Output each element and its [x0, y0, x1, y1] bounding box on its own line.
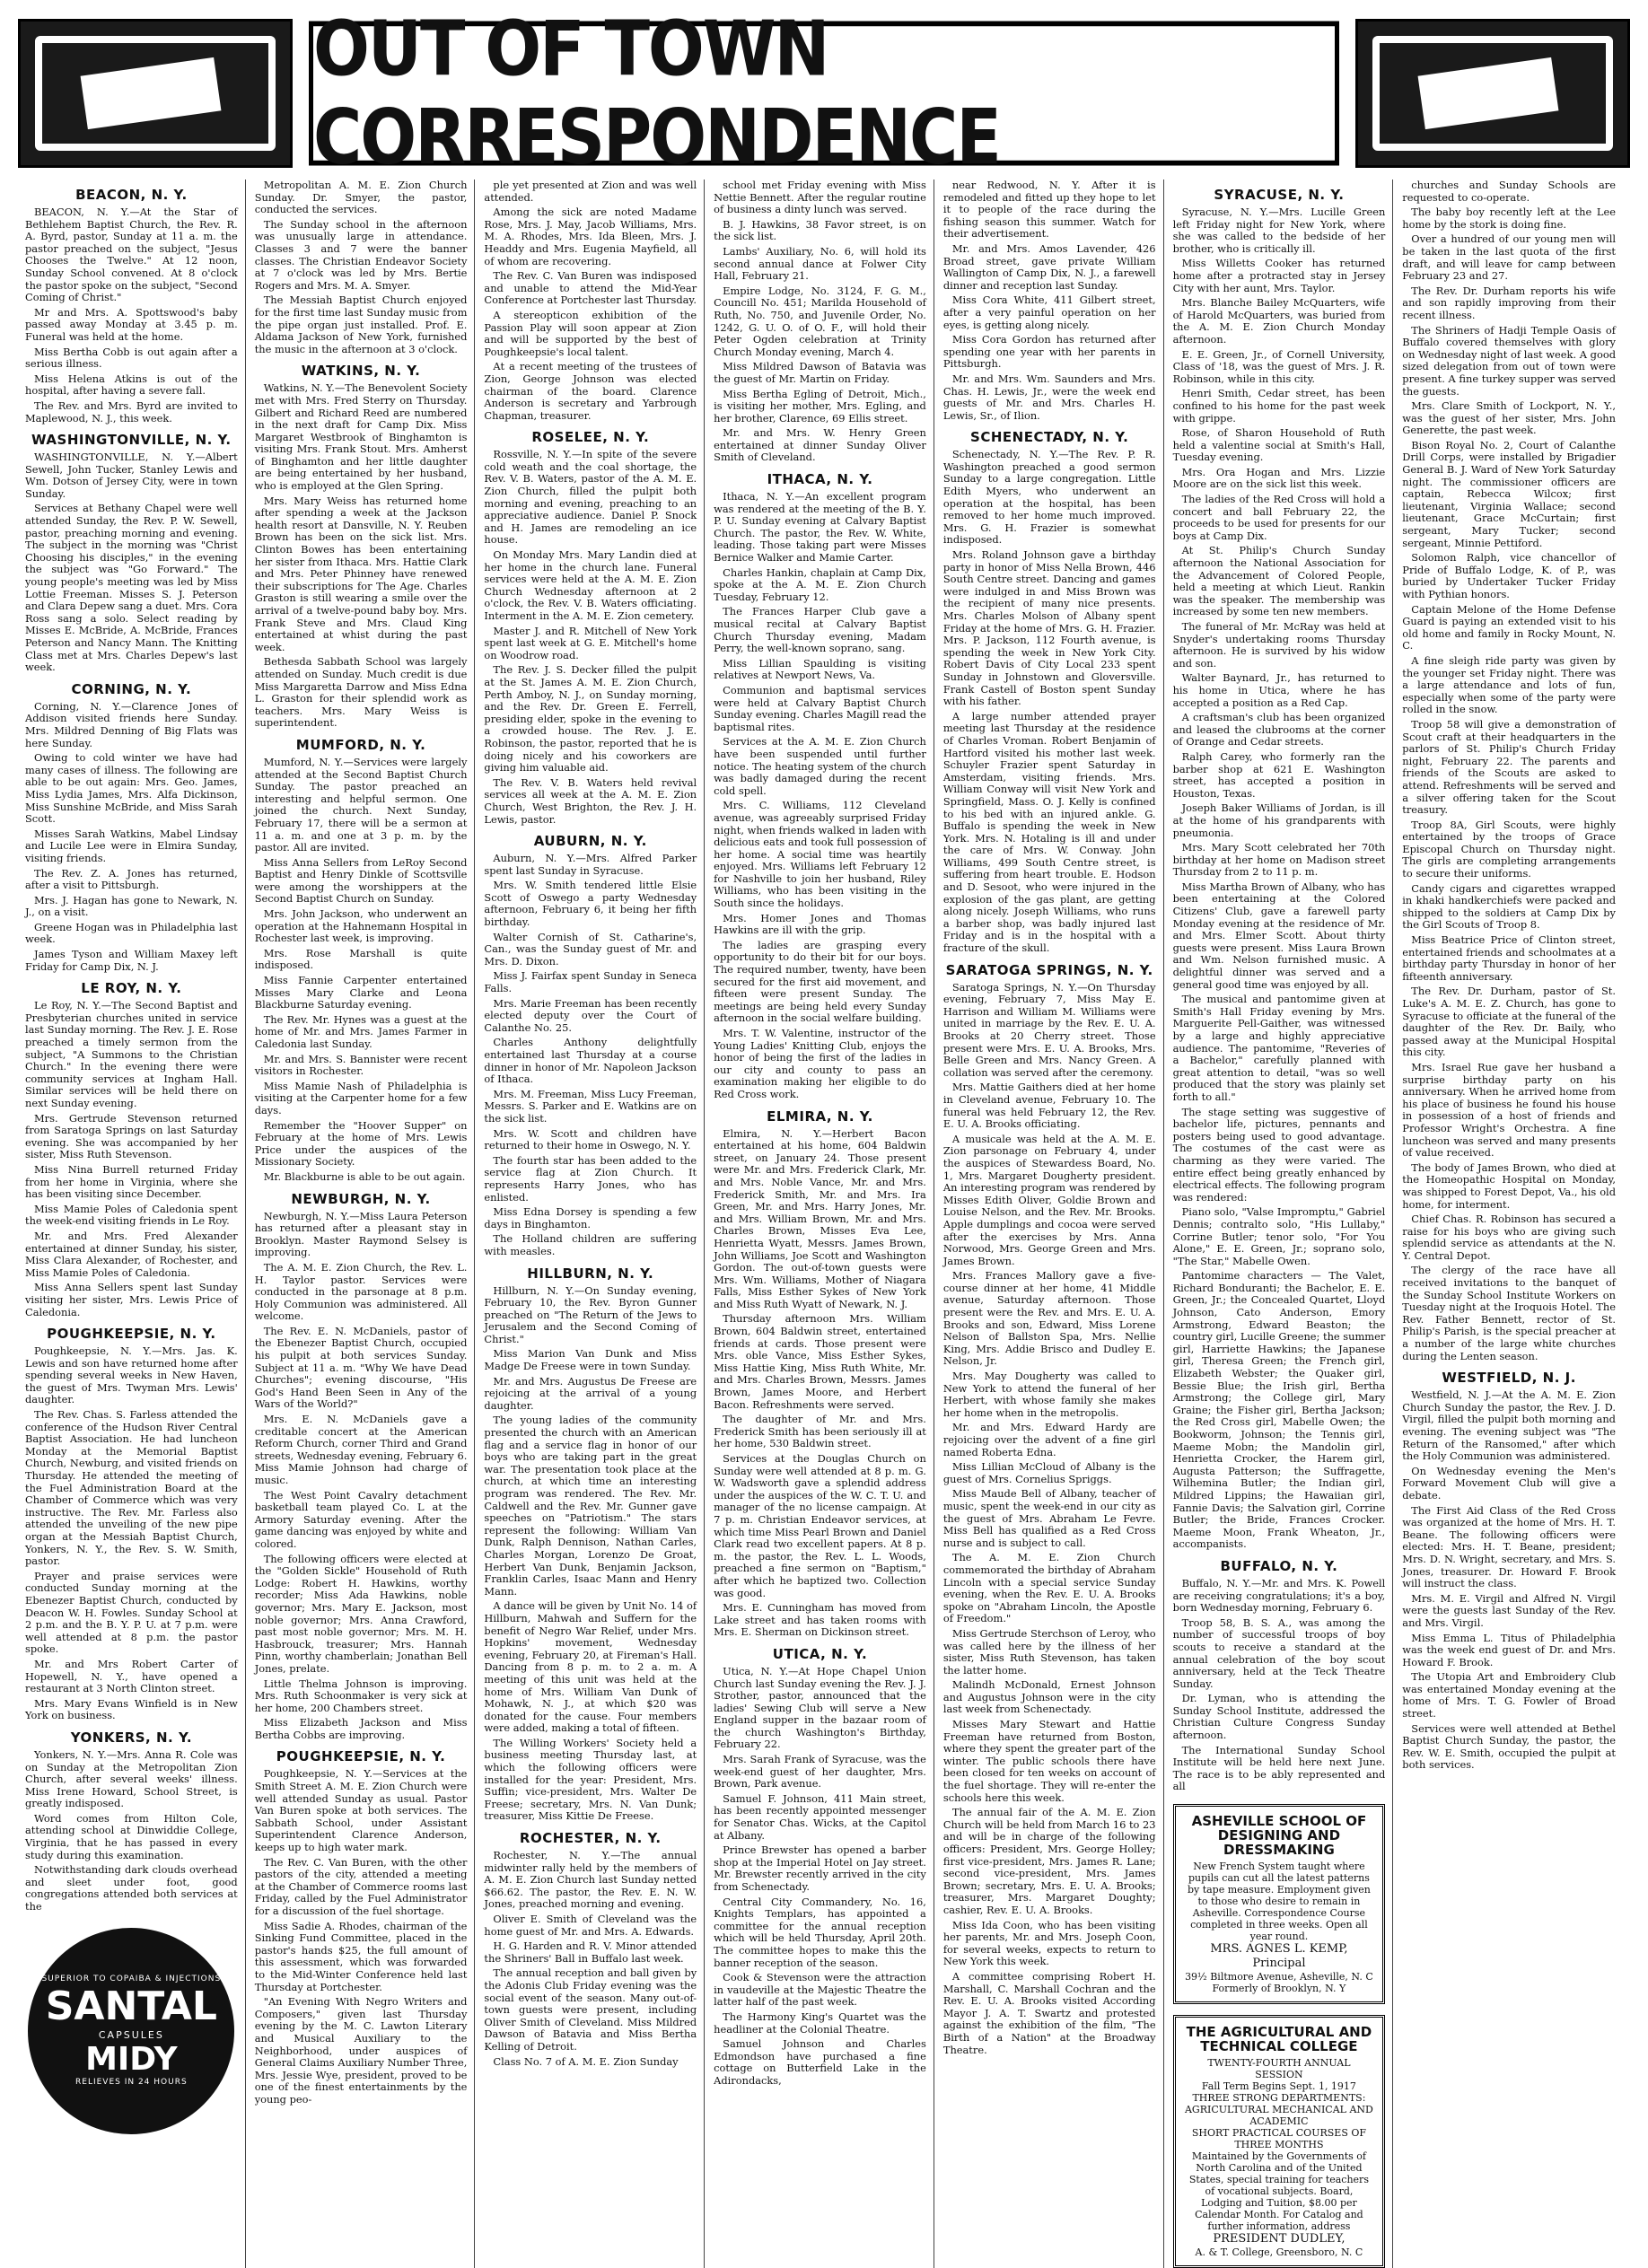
paragraph: Miss Mildred Dawson of Batavia was the guest of Mr. Martin on Friday. — [714, 360, 926, 385]
paragraph: Auburn, N. Y.—Mrs. Alfred Parker spent last Sunday in Syracuse. — [484, 852, 697, 877]
paragraph: Master J. and R. Mitchell of New York spent last week at G. E. Mitchell's home on Woodrow road. — [484, 624, 697, 661]
paragraph: The Frances Harper Club gave a musical recital at Calvary Baptist Church Thursday evening, Madam Perry, the well-known soprano, sang. — [714, 605, 926, 655]
paragraph: Mrs. E. N. McDaniels gave a creditable concert at the American Reform Church, corner Third and Grand streets, Wednesday evening, February 6. Miss Mamie Johnson had charge of music. — [254, 1413, 468, 1486]
paragraph: Mr. and Mrs. Edward Hardy are rejoicing over the advent of a fine girl named Roberta Edna. — [942, 1421, 1156, 1458]
section-heading: ROCHESTER, N. Y. — [519, 1830, 662, 1847]
paragraph: ple yet presented at Zion and was well attended. — [484, 179, 697, 204]
paragraph: The West Point Cavalry detachment basketball team played Co. L at the Armory Saturday evening. After the game dancing was enjoyed by white and colored. — [254, 1488, 468, 1550]
page-title: OUT OF TOWN CORRESPONDENCE — [309, 22, 1339, 166]
news-section — [25, 980, 238, 1318]
paragraph: Captain Melone of the Home Defense Guard is paying an extended visit to his old home and family in Rocky Mount, N. C. — [1402, 602, 1616, 652]
news-section — [714, 1108, 926, 1639]
ad-title: THE AGRICULTURAL AND TECHNICAL COLLEGE — [1186, 2024, 1372, 2055]
paragraph: Mrs. May Dougherty was called to New York to attend the funeral of her Herbert, with whose family she makes her home when in the metropolis. — [942, 1370, 1156, 1419]
paragraph: Mrs. M. E. Virgil and Alfred N. Virgil were the guests last Sunday of the Rev. and Mrs. Virgil. — [1402, 1591, 1616, 1629]
paragraph: Miss Beatrice Price of Clinton street, entertained friends and schoolmates at a birthday party Thursday in honor of her fifteenth anniversary. — [1402, 933, 1616, 983]
paragraph: Corning, N. Y.—Clarence Jones of Addison visited friends here Sunday. Mrs. Mildred Denning of Big Flats was here Sunday. — [25, 699, 238, 749]
paragraph: Miss Bertha Cobb is out again after a serious illness. — [25, 345, 238, 371]
news-section — [484, 429, 697, 826]
paragraph: On Monday Mrs. Mary Landin died at her home in the church lane. Funeral services were held at the A. M. E. Zion Church Wednesday afternoon at 2 o'clock, the Rev. V. B. Waters officiating. Interment in the A. M. E. Zion cemetery. — [484, 548, 697, 622]
section-heading: WESTFIELD, N. J. — [1442, 1370, 1576, 1387]
masthead — [18, 4, 1630, 182]
paragraph: James Tyson and William Maxey left Friday for Camp Dix, N. J. — [25, 948, 238, 973]
paragraph: Miss Cora White, 411 Gilbert street, after a very painful operation on her eyes, is getting along nicely. — [942, 293, 1156, 331]
ad-place: A. & T. College, Greensboro, N. C — [1195, 2246, 1363, 2259]
paragraph: Newburgh, N. Y.—Miss Laura Peterson has returned after a pleasant stay in Brooklyn. Master Raymond Selsey is improving. — [254, 1209, 468, 1259]
paragraph: The Rev. Z. A. Jones has returned, after a visit to Pittsburgh. — [25, 866, 238, 892]
paragraph: A committee comprising Robert H. Marshall, C. Marshall Cochran and the Rev. E. U. A. Brooks visited According Mayor J. A. T. Swartz and protested against the exhibition of the film, "The Birth of a Nation" at the Broadway Theatre. — [942, 1969, 1156, 2056]
paragraph: Mr. Blackburne is able to be out again. — [263, 1169, 466, 1183]
news-section — [1402, 1370, 1616, 1772]
paragraph: Poughkeepsie, N. Y.—Mrs. Jas. K. Lewis and son have returned home after spending several weeks in New Haven, the guest of Mrs. Twyman Mrs. Lewis' daughter. — [25, 1344, 238, 1406]
paragraph: Miss Anna Sellers spent last Sunday visiting her sister, Mrs. Lewis Price of Caledonia. — [25, 1281, 238, 1318]
paragraph: Yonkers, N. Y.—Mrs. Anna R. Cole was on Sunday at the Metropolitan Zion Church, after several weeks' illness. Miss Irene Howard, School Street, is greatly indisposed. — [25, 1747, 238, 1810]
paragraph: Walter Cornish of St. Catharine's, Can., was the Sunday guest of Mr. and Mrs. D. Dixon. — [484, 930, 697, 968]
masthead-left-illustration — [18, 19, 293, 168]
paragraph: Charles Anthony delightfully entertained last Thursday at a course dinner in honor of Mr. Napoleon Jackson of Ithaca. — [484, 1036, 697, 1086]
paragraph: Samuel F. Johnson, 411 Main street, has been recently appointed messenger for Senator Chas. Wicks, at the Capitol at Albany. — [714, 1791, 926, 1842]
paragraph: Mrs. C. Williams, 112 Cleveland avenue, was agreeably surprised Friday night, when friends walked in laden with delicious eats and took full possession of her home. A social time was heartily enjoyed. Mrs. Williams left February 12 for Nashville to join her husband, Riley Williams, who has been visiting in the South since the holidays. — [714, 799, 926, 910]
paragraph: Notwithstanding dark clouds overhead and sleet under foot, good congregations attended both services at the — [25, 1863, 238, 1913]
news-section — [255, 1191, 468, 1742]
paragraph: Miss Edna Dorsey is spending a few days in Binghamton. — [484, 1205, 697, 1230]
paragraph: The Rev. Chas. S. Farless attended the conference of the Hudson River Central Baptist Association. He had luncheon Monday at the Memorial Baptist Church, Newburg, and visited friends on Thursday. He attended the meeting of the Fuel Administration Board at the Chamber of Commerce which was very instructive. The Rev. Mr. Farless also attended the unveiling of the new pipe organ at the Messiah Baptist Church, Yonkers, N. Y., the Rev. S. W. Smith, pastor. — [25, 1408, 238, 1568]
paragraph: The ladies are grasping every opportunity to do their bit for our boys. The required number, twenty, have been secured for the first aid movement, and fifteen were present Sunday. The meetings are being held every Sunday afternoon in the social welfare building. — [714, 938, 926, 1025]
news-section — [1173, 187, 1386, 1551]
paragraph: The A. M. E. Zion Church commemorated the birthday of Abraham Lincoln with a special service Sunday evening, when the Rev. E. U. A. Brooks spoke on "Abraham Lincoln, the Apostle of Freedom." — [942, 1551, 1156, 1625]
section-heading: MUMFORD, N. Y. — [295, 736, 426, 753]
paragraph: Mr. and Mrs. Fred Alexander entertained at dinner Sunday, his sister, Miss Clara Alexander, of Rochester, and Miss Mamie Poles of Caledonia. — [25, 1229, 238, 1279]
paragraph: The young ladies of the community presented the church with an American flag and a service flag in honor of our boys who are taking part in the great war. The presentation took place at the church, at which time an interesting program was rendered. The Rev. Mr. Caldwell and the Rev. Mr. Gunner gave speeches on "Patriotism." The stars represent the following: William Van Dunk, Ralph Dennison, Nathan Carles, Charles Morgan, Lorenzo De Groat, Herbert Van Dunk, Benjamin Jackson, Franklin Carles, Isaac Mann and Henry Mann. — [484, 1414, 697, 1598]
paragraph: Mrs. Frances Mallory gave a five-course dinner at her home, 41 Middle avenue, Saturday afternoon. Those present were the Rev. and Mrs. E. U. A. Brooks and son, Edward, Miss Lorene Nelson of Ballston Spa, Mrs. Nellie King, Mrs. Addie Brisco and Dudley E. Nelson, Jr. — [942, 1269, 1156, 1368]
news-section — [255, 180, 468, 355]
paragraph: Communion and baptismal services were held at Calvary Baptist Church Sunday evening. Charles Magill read the baptismal rites. — [714, 683, 926, 733]
paragraph: A craftsman's club has been organized and leased the clubrooms at the corner of Orange and Cedar streets. — [1172, 711, 1386, 749]
paragraph: Mrs. Mary Evans Winfield is in New York on business. — [25, 1696, 238, 1722]
paragraph: Mrs. Mattie Gaithers died at her home in Cleveland avenue, February 10. The funeral was held February 12, the Rev. E. U. A. Brooks officiating. — [942, 1081, 1156, 1131]
paragraph: H. G. Harden and R. V. Minor attended the Shriners' Ball in Buffalo last week. — [484, 1940, 697, 1965]
paragraph: Miss Marion Van Dunk and Miss Madge De Freese were in town Sunday. — [484, 1347, 697, 1373]
news-section — [255, 363, 468, 730]
paragraph: The clergy of the race have all received invitations to the banquet of the Sunday School Institute Workers on Tuesday night at the Iroquois Hotel. The Rev. Father Bennett, rector of St. Philip's Parish, is the special preacher at a number of the large white churches during the Lenten season. — [1402, 1264, 1616, 1362]
paragraph: Malindh McDonald, Ernest Johnson and Augustus Johnson were in the city last week from Schenectady. — [942, 1678, 1156, 1716]
paragraph: Samuel Johnson and Charles Edmondson have purchased a fine cottage on Butterfield Lake in the Adirondacks, — [714, 2037, 926, 2087]
paragraph: The A. M. E. Zion Church, the Rev. L. H. Taylor pastor. Services were conducted in the parsonage at 8 p.m. Holy Communion was administered. All welcome. — [254, 1260, 468, 1323]
paragraph: Piano solo, "Valse Impromptu," Gabriel Dennis; contralto solo, "His Lullaby," Corrine Butler; tenor solo, "For You Alone," E. E. Green, Jr.; soprano solo, "The Star," Mabelle Owen. — [1172, 1205, 1386, 1267]
paragraph: Miss Anna Sellers from LeRoy Second Baptist and Henry Dinkle of Scottsville were among the worshippers at the Second Baptist Church on Sunday. — [254, 855, 468, 906]
paragraph: Rossville, N. Y.—In spite of the severe cold weath and the coal shortage, the Rev. V. B. Waters, pastor of the A. M. E. Zion Church, filled the pulpit both morning and evening, preaching to an appreciative audience. Daniel P. Snock and H. James are remodeling an ice house. — [484, 448, 697, 547]
paragraph: Ithaca, N. Y.—An excellent program was rendered at the meeting of the B. Y. P. U. Sunday evening at Calvary Baptist Church. The pastor, the Rev. W. White, leading. Those taking part were Misses Bernice Walker and Mamie Carter. — [714, 490, 926, 565]
paragraph: Miss Willetts Cooker has returned home after a protracted stay in Jersey City with her aunt, Mrs. Taylor. — [1172, 257, 1386, 294]
paragraph: Mrs. W. Scott and children have returned to their home in Oswego, N. Y. — [484, 1126, 697, 1152]
paragraph: Syracuse, N. Y.—Mrs. Lucille Green left Friday night for New York, where she was called to the bedside of her brother, who is critically ill. — [1172, 206, 1386, 255]
paragraph: Mrs. Mary Weiss has returned home after spending a week at the Jackson health resort at Dansville, N. Y. Reuben Brown has been on the sick list. Mrs. Clinton Bowes has been entertaining her sister from Ithaca. Mrs. Hattie Clark and Mrs. Peter Phinney have renewed their subscriptions for The Age. Charles Graston is still wearing a smile over the arrival of a twelve-pound baby boy. Mrs. Frank Steve and Mrs. Claud King entertained at whist during the past week. — [254, 494, 468, 653]
paragraph: Miss Elizabeth Jackson and Miss Bertha Cobbs are improving. — [254, 1716, 468, 1741]
paragraph: Bison Royal No. 2, Court of Calanthe Drill Corps, were installed by Brigadier General B. J. Ward of New York Saturday night. The commissioner officers are captain, Rebecca Wilcox; first lieutenant, Virginia Wallace; second lieutenant, Grace McCurtain; first sergeant, Mary Tucker; second sergeant, Minnie Pettiford. — [1402, 438, 1616, 549]
paragraph: Mr. and Mrs Robert Carter of Hopewell, N. Y., have opened a restaurant at 3 North Clinton street. — [25, 1657, 238, 1695]
paragraph: Greene Hogan was in Philadelphia last week. — [25, 920, 238, 946]
paragraph: Mrs. Mary Scott celebrated her 70th birthday at her home on Madison street Thursday from 2 to 11 p. m. — [1172, 841, 1386, 879]
paragraph: The Harmony King's Quartet was the headliner at the Colonial Theatre. — [714, 2010, 926, 2036]
paragraph: WASHINGTONVILLE, N. Y.—Albert Sewell, John Tucker, Stanley Lewis and Wm. Dotson of Jersey City, were in town Sunday. — [25, 451, 238, 500]
news-section — [25, 432, 238, 674]
news-section — [25, 187, 238, 425]
paragraph: B. J. Hawkins, 38 Favor street, is on the sick list. — [714, 217, 926, 243]
news-section — [484, 180, 697, 422]
news-section — [25, 681, 238, 973]
paragraph: The Shriners of Hadji Temple Oasis of Buffalo covered themselves with glory on Wednesday night of last week. A good sized delegation from out of town were present. A fine turkey supper was served the guests. — [1402, 323, 1616, 398]
ad-title: ASHEVILLE SCHOOL OF DESIGNING AND DRESSMAKING — [1191, 1813, 1367, 1859]
paragraph: The Willing Workers' Society held a business meeting Thursday last, at which the following officers were installed for the year: President, Mrs. Suffin; vice-president, Mrs. Walter De Freese; secretary, Mrs. N. Van Dunk; treasurer, Miss Kittie De Freese. — [484, 1736, 697, 1823]
paragraph: "An Evening With Negro Writers and Composers," given last Thursday evening by the M. C. Lawton Literary and Musical Auxiliary to the Neighborhood, under auspices of General Claims Auxiliary Number Three, Mrs. Jessie Wye, president, proved to be one of the finest entertainments by the young peo- — [254, 1995, 468, 2106]
paragraph: The First Aid Class of the Red Cross was organized at the home of Mrs. H. T. Beane. The following officers were elected: Mrs. H. T. Beane, president; Mrs. D. N. Wright, secretary, and Mrs. S. Jones, treasurer. Dr. Howard F. Brook will instruct the class. — [1402, 1503, 1616, 1590]
paragraph: Services at the A. M. E. Zion Church have been suspended until further notice. The heating system of the church was badly damaged during the recent cold spell. — [714, 735, 926, 797]
paragraph: Prince Brewster has opened a barber shop at the Imperial Hotel on Jay street. Mr. Brewster recently arrived in the city from Schenectady. — [714, 1843, 926, 1893]
paragraph: Services were well attended at Bethel Baptist Church Sunday, the pastor, the Rev. W. E. Smith, occupied the pulpit at both services. — [1402, 1721, 1616, 1772]
news-section — [943, 962, 1156, 2056]
news-section — [943, 429, 1156, 954]
section-heading: HILLBURN, N. Y. — [527, 1265, 654, 1282]
paragraph: Mrs. Sarah Frank of Syracuse, was the week-end guest of her daughter, Mrs. Brown, Park avenue. — [714, 1753, 926, 1791]
paragraph: Ralph Carey, who formerly ran the barber shop at 621 E. Washington street, has accepted a position in Houston, Texas. — [1172, 749, 1386, 800]
paragraph: Miss Maude Bell of Albany, teacher of music, spent the week-end in our city as the guest of Mrs. Abraham Le Fevre. Miss Bell has qualified as a Red Cross nurse and is subject to call. — [942, 1487, 1156, 1549]
paragraph: Misses Mary Stewart and Hattie Freeman have returned from Boston, where they spent the greater part of the winter. The public schools there have been closed for ten weeks on account of the fuel shortage. They will re-enter the schools here this week. — [942, 1718, 1156, 1804]
paragraph: Joseph Baker Williams of Jordan, is ill at the home of his grandparents with pneumonia. — [1172, 801, 1386, 839]
section-heading: NEWBURGH, N. Y. — [291, 1190, 431, 1207]
paragraph: Miss Gertrude Sterchson of Leroy, who was called here by the illness of her sister, Miss Ruth Stevenson, has taken the latter home. — [942, 1626, 1156, 1677]
paragraph: Watkins, N. Y.—The Benevolent Society met with Mrs. Fred Sterry on Thursday. Gilbert and Richard Reed are numbered in the next draft for Camp Dix. Miss Margaret Westbrook of Binghamton is visiting Mrs. Frank Stout. Mrs. Amherst of Binghamton and her little daughter are being entertained by her husband, who is employed at the Glen Spring. — [254, 381, 468, 493]
paragraph: Word comes from Hilton Cole, attending school at Dinwiddie College, Virginia, that he has passed in every study during this examination. — [25, 1811, 238, 1861]
section-heading: WATKINS, N. Y. — [301, 363, 421, 380]
paragraph: Troop 58, B. S. A., was among the number of successful troops of boy scouts to receive a standard at the annual celebration of the boy scout anniversary, held at the Teck Theatre Sunday. — [1172, 1616, 1386, 1690]
paragraph: Miss J. Fairfax spent Sunday in Seneca Falls. — [484, 969, 697, 995]
paragraph: On Wednesday evening the Men's Forward Movement Club will give a debate. — [1402, 1464, 1616, 1502]
column-2 — [255, 180, 476, 2268]
paragraph: Troop 8A, Girl Scouts, were highly entertained by the troops of Grace Episcopal Church on Thursday night. The girls are completing arrangements to secure their uniforms. — [1402, 818, 1616, 880]
paragraph: Troop 58 will give a demonstration of Scout craft at their headquarters in the parlors of St. Philip's Church Friday night, February 22. The parents and friends of the Scouts are asked to attend. Refreshments will be served and a silver offering taken for the Scout treasury. — [1402, 717, 1616, 817]
news-section — [1402, 180, 1616, 1362]
section-heading: AUBURN, N. Y. — [533, 833, 647, 850]
paragraph: Mrs. J. Hagan has gone to Newark, N. J., on a visit. — [25, 893, 238, 919]
section-heading: CORNING, N. Y. — [71, 680, 192, 697]
paragraph: Miss Ida Coon, who has been visiting her parents, Mr. and Mrs. Joseph Coon, for several weeks, expects to return to New York this week. — [942, 1918, 1156, 1968]
article-columns — [25, 179, 1623, 2259]
paragraph: The Rev. C. Van Buren, with the other pastors of the city, attended a meeting at the Chamber of Commerce rooms last Friday, called by the Fuel Administrator for a discussion of the fuel shortage. — [254, 1855, 468, 1917]
ad-president: PRESIDENT DUDLEY, — [1213, 2232, 1346, 2246]
paragraph: near Redwood, N. Y. After it is remodeled and fitted up they hope to let it to people of the race during the fishing season this summer. Watch for their advertisement. — [942, 179, 1156, 241]
news-section — [484, 833, 697, 1257]
paragraph: Solomon Ralph, vice chancellor of Pride of Buffalo Lodge, K. of P., was buried by Undertaker Tucker Friday with Pythian honors. — [1402, 551, 1616, 600]
column-4 — [714, 180, 934, 2268]
paragraph: The following officers were elected at the "Golden Sickle" Household of Ruth Lodge: Robert H. Hawkins, worthy recorder; Miss Ada Hawkins, noble governor; Mrs. Mary E. Jackson, most noble governor; Mrs. Anna Crawford, past most noble governor; Mrs. M. H. Hasbrouck, treasurer; Mrs. Hannah Pinn, worthy chamberlain; Jonathan Bell Jones, prelate. — [254, 1552, 468, 1675]
paragraph: Mrs. M. Freeman, Miss Lucy Freeman, Messrs. S. Parker and E. Watkins are on the sick list. — [484, 1087, 697, 1125]
paragraph: A stereopticon exhibition of the Passion Play will soon appear at Zion and will be supported by the best of Poughkeepsie's local talent. — [484, 308, 697, 358]
paragraph: Miss Bertha Egling of Detroit, Mich., is visiting her mother, Mrs. Egling, and her brother, Clarence, 69 Ellis street. — [714, 387, 926, 425]
ad-depts: THREE STRONG DEPARTMENTS: AGRICULTURAL MECHANICAL AND ACADEMIC — [1184, 2092, 1373, 2128]
column-3 — [484, 180, 705, 2268]
ad-courses: SHORT PRACTICAL COURSES OF THREE MONTHS — [1191, 2127, 1367, 2151]
paragraph: Miss Nina Burrell returned Friday from her home in Virginia, where she has been visiting since December. — [25, 1162, 238, 1201]
paragraph: The Rev. E. N. McDaniels, pastor of the Ebenezer Baptist Church, occupied his pulpit at both services Sunday. Subject at 11 a. m. "Why We have Dead Churches"; evening discourse, "His God's Hand Been Seen in Any of the Wars of the World?" — [254, 1324, 468, 1411]
paragraph: Mrs. Homer Jones and Thomas Hawkins are ill with the grip. — [714, 911, 926, 937]
section-heading: SARATOGA SPRINGS, N. Y. — [945, 961, 1153, 978]
ad-address: 39½ Biltmore Avenue, Asheville, N. C — [1185, 1971, 1373, 1983]
paragraph: Poughkeepsie, N. Y.—Services at the Smith Street A. M. E. Zion Church were well attended Sunday as usual. Pastor Van Buren spoke at both services. The Sabbath School, under Assistant Superintendent Clarence Anderson, keeps up to high water mark. — [254, 1767, 468, 1854]
paragraph: The musical and pantomime given at Smith's Hall Friday evening by Mrs. Marguerite Pell-Gaither, was witnessed by a large and highly appreciative audience. The pantomime, "Reveries of a Bachelor," carefully planned with great attention to detail, "was so well produced that the story was plainly set forth to all." — [1172, 993, 1386, 1103]
paragraph: The Holland children are suffering with measles. — [484, 1232, 697, 1257]
paragraph: Services at Bethany Chapel were well attended Sunday, the Rev. P. W. Sewell, pastor, preaching morning and evening. The subject in the morning was "Christ Choosing his disciples," in the evening the subject was "Go Forward." The young people's meeting was led by Miss Lottie Freeman. Misses S. J. Peterson and Clara Depew sang a duet. Mrs. Cora Ross sang a solo. Select reading by Misses E. McBride, A. McBride, Frances Peterson and Nancy Mann. The Knitting Class met at Mrs. Charles Depew's last week. — [25, 502, 238, 674]
section-heading: SYRACUSE, N. Y. — [1214, 187, 1345, 203]
paragraph: The International Sunday School Institute will be held here next June. The race is to be ably represented and all — [1172, 1743, 1386, 1793]
section-heading: POUGHKEEPSIE, N. Y. — [276, 1748, 446, 1765]
paragraph: Mr. and Mrs. S. Bannister were recent visitors in Rochester. — [254, 1052, 468, 1078]
ad-text: SUPERIOR TO COPAIBA & INJECTIONS — [41, 1975, 222, 1984]
paragraph: The annual fair of the A. M. E. Zion Church will be held from March 16 to 23 and will be in charge of the following officers: President, Mrs. George Holley; first vice-president, Mrs. James R. Lane; second vice-president, Mrs. James Brown; secretary, Mrs. E. U. A. Brooks; treasurer, Mrs. Margaret Doughty; cashier, Rev. E. U. A. Brooks. — [942, 1806, 1156, 1916]
paragraph: A musicale was held at the A. M. E. Zion parsonage on February 4, under the auspices of Stewardess Board, No. 1, Mrs. Margaret Dougherty president. An interesting program was rendered by Misses Edith Oliver, Goldie Brown and Louise Nelson, and the Rev. Mr. Brooks. Apple dumplings and cocoa were served after the exercises by Mrs. Anna Norwood, Mrs. George Green and Mrs. James Brown. — [942, 1132, 1156, 1267]
paragraph: The ladies of the Red Cross will hold a concert and ball February 22, the proceeds to be used for presents for our boys at Camp Dix. — [1172, 493, 1386, 542]
paragraph: Mrs. Marie Freeman has been recently elected deputy over the Court of Calanthe No. 25. — [484, 996, 697, 1034]
paragraph: Charles Hankin, chaplain at Camp Dix, spoke at the A. M. E. Zion Church Tuesday, February 12. — [714, 565, 926, 603]
paragraph: The Rev. J. S. Decker filled the pulpit at the St. James A. M. E. Zion Church, Perth Amboy, N. J., on Sunday morning, and the Rev. Dr. Green E. Ferrell, presiding elder, spoke in the evening to a crowded house. The Rev. J. E. Robinson, the pastor, reported that he is doing nicely and his coworkers are giving him valuable aid. — [484, 663, 697, 775]
ad-text: CAPSULES — [98, 2029, 164, 2042]
paragraph: Saratoga Springs, N. Y.—On Thursday evening, February 7, Miss May E. Harrison and William M. Williams were united in marriage by the Rev. E. U. A. Brooks at 20 Cherry street. Those present were Mrs. E. U. A. Brooks, Mrs. Belle Green and Mrs. Nancy Green. A collation was served after the ceremony. — [942, 980, 1156, 1079]
masthead-right-illustration — [1355, 19, 1630, 168]
news-section — [255, 1748, 468, 2106]
santal-capsules-ad — [28, 1928, 234, 2134]
paragraph: Mrs. Blanche Bailey McQuarters, wife of Harold McQuarters, was buried from the A. M. E. Zion Church Monday afternoon. — [1172, 296, 1386, 346]
paragraph: Class No. 7 of A. M. E. Zion Sunday — [493, 2054, 679, 2068]
paragraph: Chief Chas. R. Robinson has secured a raise for his boys who are giving such splendid service as attendants at the N. Y. Central Depot. — [1402, 1213, 1616, 1262]
paragraph: Mrs. Gertrude Stevenson returned from Saratoga Springs on last Saturday evening. She was accompanied by her sister, Miss Ruth Stevenson. — [25, 1111, 238, 1161]
news-section — [943, 180, 1156, 422]
paragraph: Buffalo, N. Y.—Mr. and Mrs. K. Powell are receiving congratulations; it's a boy, born Wednesday morning, February 6. — [1172, 1576, 1386, 1615]
paragraph: The Rev. V. B. Waters held revival services all week at the A. M. E. Zion Church, West Brighton, the Rev. J. H. Lewis, pastor. — [484, 775, 697, 826]
asheville-school-ad — [1173, 1804, 1386, 2004]
paragraph: Mrs. T. W. Valentine, instructor of the Young Ladies' Knitting Club, enjoys the honor of being the first of the ladies in our city and county to pass an examination making her eligible to do Red Cross work. — [714, 1027, 926, 1100]
paragraph: Dr. Lyman, who is attending the Sunday School Institute, addressed the Christian Culture Congress Sunday afternoon. — [1172, 1692, 1386, 1742]
paragraph: Miss Cora Gordon has returned after spending one year with her parents in Pittsburgh. — [942, 333, 1156, 371]
news-section — [1173, 1558, 1386, 1793]
paragraph: A large number attended prayer meeting last Thursday at the residence of Charles Vroman. Robert Benjamin of Hartford visited his mother last week. Schuyler Frazier spent Saturday in Amsterdam, visiting friends. Mrs. William Conway will visit New York and Springfield, Mass. O. J. Kelly is confined to his bed with an injured ankle. G. Buffalo is spending the week in New York. Mrs. N. Hotaling is ill and under the care of Mrs. W. Conway. John Williams, 499 South Centre street, is suffering from heart trouble. E. Hodson and D. Sesoot, who were injured in the explosion of the gas plant, are getting along nicely. Joseph Williams, who runs a barber shop, was badly injured last Friday and is in the hospital with a fracture of the skull. — [942, 709, 1156, 955]
column-7 — [1402, 180, 1623, 2268]
section-heading: ELMIRA, N. Y. — [767, 1108, 873, 1125]
paragraph: Miss Mamie Nash of Philadelphia is visiting at the Carpenter home for a few days. — [254, 1079, 468, 1116]
paragraph: Westfield, N. J.—At the A. M. E. Zion Church Sunday the pastor, the Rev. J. D. Virgil, filled the pulpit both morning and evening. The evening subject was "The Return of the Ransomed," after which the Holy Communion was administered. — [1402, 1388, 1616, 1463]
section-heading: UTICA, N. Y. — [772, 1645, 868, 1662]
news-section — [484, 1830, 697, 2068]
paragraph: Miss Sadie A. Rhodes, chairman of the Sinking Fund Committee, placed in the pastor's hands $25, the full amount of this assessment, which was forwarded to the Mid-Winter Conference held last Thursday at Portchester. — [254, 1919, 468, 1993]
ad-brand: SANTAL — [45, 1983, 217, 2030]
paragraph: Mrs. Israel Rue gave her husband a surprise birthday party on his anniversary. When he arrived home from his place of business he found his house in possession of a host of friends and Professor Wright's Orchestra. A fine luncheon was served and many presents of value received. — [1402, 1060, 1616, 1160]
paragraph: Mr and Mrs. A. Spottswood's baby passed away Monday at 3.45 p. m. Funeral was held at the home. — [25, 305, 238, 343]
paragraph: Rochester, N. Y.—The annual midwinter rally held by the members of A. M. E. Zion Church last Sunday netted $66.62. The pastor, the Rev. E. N. W. Jones, preached morning and evening. — [484, 1849, 697, 1911]
paragraph: Remember the "Hoover Supper" on February at the home of Mrs. Lewis Price under the auspices of the Missionary Society. — [254, 1118, 468, 1169]
column-5 — [943, 180, 1164, 2268]
ad-brand: MIDY — [85, 2041, 178, 2079]
paragraph: The daughter of Mr. and Mrs. Frederick Smith has been seriously ill at her home, 530 Baldwin street. — [714, 1413, 926, 1450]
college-ad — [1173, 2015, 1386, 2268]
paragraph: The annual reception and ball given by the Adonis Club Friday evening was the social event of the season. Many out-of-town guests were present, including Oliver Smith of Cleveland. Miss Mildred Dawson of Batavia and Miss Bertha Kelling of Detroit. — [484, 1966, 697, 2053]
paragraph: Lambs' Auxiliary, No. 6, will hold its second annual dance at Folwer City Hall, February 21. — [714, 244, 926, 283]
paragraph: school met Friday evening with Miss Nettie Bennett. After the regular routine of business a dinty lunch was served. — [714, 179, 926, 216]
paragraph: Le Roy, N. Y.—The Second Baptist and Presbyterian churches united in service last Sunday morning. The Rev. J. E. Rose preached a timely sermon from the subject, "A Summons to the Christian Church." In the evening there were community services at Ingham Hall. Similar services will be held there on next Sunday evening. — [25, 999, 238, 1109]
paragraph: Mrs. Ora Hogan and Mrs. Lizzie Moore are on the sick list this week. — [1172, 465, 1386, 491]
paragraph: Prayer and praise services were conducted Sunday morning at the Ebenezer Baptist Church, conducted by Deacon W. H. Fowles. Sunday School at 2 p.m. and the B. Y. P. U. at 7 p.m. were well attended at 8 p.m. the pastor spoke. — [25, 1569, 238, 1656]
paragraph: Mrs. John Jackson, who underwent an operation at the Hahnemann Hospital in Rochester last week, is improving. — [254, 907, 468, 945]
paragraph: Over a hundred of our young men will be taken in the last quota of the first draft, and will leave for camp between February 23 and 27. — [1402, 232, 1616, 283]
section-heading: BEACON, N. Y. — [75, 187, 188, 203]
section-heading: SCHENECTADY, N. Y. — [970, 429, 1129, 446]
news-section — [714, 471, 926, 1101]
paragraph: Mr. and Mrs. Augustus De Freese are rejoicing at the arrival of a young daughter. — [484, 1374, 697, 1412]
ad-body: Maintained by the Governments of North Carolina and of the United States, special training for teachers of vocational subjects. Board, Lodging and Tuition, $8.00 per Calendar Month. For Catalog and further information, address — [1188, 2150, 1369, 2233]
news-section — [714, 1646, 926, 2088]
paragraph: The body of James Brown, who died at the Homeopathic Hospital on Monday, was shipped to Forest Depot, Va., his old home, for interment. — [1402, 1160, 1616, 1211]
section-heading: YONKERS, N. Y. — [70, 1729, 193, 1746]
paragraph: Thursday afternoon Mrs. William Brown, 604 Baldwin street, entertained friends at cards. Those present were Mrs. oble Vance, Miss Esther Sykes, Miss Hattie King, Miss Ruth White, Mr. and Mrs. Charles Brown, Messrs. James Brown, James Moore, and Herbert Bacon. Refreshments were served. — [714, 1312, 926, 1411]
paragraph: At St. Philip's Church Sunday afternoon the National Association for the Advancement of Colored People, held a meeting at which Lieut. Rankin was the speaker. The membership was increased by some ten new members. — [1172, 544, 1386, 618]
ad-name: MRS. AGNES L. KEMP, Principal — [1210, 1942, 1348, 1971]
paragraph: Owing to cold winter we have had many cases of illness. The following are able to be out again: Mrs. Geo. James, Miss Lydia James, Mrs. Alfa Dickinson, Miss Sunshine McBride, and Miss Sarah Scott. — [25, 751, 238, 826]
paragraph: Mrs. Roland Johnson gave a birthday party in honor of Miss Nella Brown, 446 South Centre street. Dancing and games were indulged in and Miss Brown was the recipient of many nice presents. Mrs. Charles Molson of Albany spent Friday at the home of Mrs. G. H. Frazier. Mrs. P. Jackson, 112 Fourth avenue, is spending the week in New York City. Robert Davis of City Local 233 spent Sunday in Johnstown and Gloversville. Frank Castell of Boston spent Sunday with his father. — [942, 548, 1156, 708]
paragraph: BEACON, N. Y.—At the Star of Bethlehem Baptist Church, the Rev. R. A. Byrd, pastor, Sunday at 11 a. m. the pastor preached on the subject, "Jesus Chooses the Twelve." At 12 noon, Sunday School convened. At 8 o'clock the pastor spoke on the subject, "Second Coming of Christ." — [25, 206, 238, 304]
paragraph: Empire Lodge, No. 3124, F. G. M., Councill No. 451; Marilda Household of Ruth, No. 750, and Juvenile Order, No. 1242, G. U. O. of O. F., will hold their Peter Ogden celebration at Trinity Church Monday evening, March 4. — [714, 284, 926, 358]
paragraph: Mr. and Mrs. W. Henry Green entertained at dinner Sunday Oliver Smith of Cleveland. — [714, 426, 926, 464]
paragraph: Candy cigars and cigarettes wrapped in khaki handkerchiefs were packed and shipped to the soldiers at Camp Dix by the Girl Scouts of Troop 8. — [1402, 881, 1616, 932]
paragraph: Little Thelma Johnson is improving. Mrs. Ruth Schoonmaker is very sick at her home, 200 Chambers street. — [254, 1677, 468, 1714]
paragraph: Elmira, N. Y.—Herbert Bacon entertained at his home, 604 Baldwin street, on January 24. Those present were Mr. and Mrs. Frederick Clark, Mr. and Mrs. Noble Vance, Mr. and Mrs. Frederick Smith, Mr. and Mrs. Ira Green, Mr. and Mrs. Harry Jones, Mr. and Mrs. William Brown, Mr. and Mrs. Charles Brown, Misses Eva Lee, Henrietta Wyatt, Messrs. James Brown, John Williams, Joe Scott and Washington Gordon. The out-of-town guests were Mrs. Wm. Williams, Mother of Niagara Falls, Miss Esther Sykes of New York and Miss Ruth Wyatt of Newark, N. J. — [714, 1126, 926, 1310]
column-1 — [25, 180, 246, 2268]
paragraph: Cook & Stevenson were the attraction in vaudeville at the Majestic Theatre the latter half of the past week. — [714, 1971, 926, 2009]
paragraph: Miss Helena Atkins is out of the hospital, after having a severe fall. — [25, 372, 238, 398]
paragraph: Oliver E. Smith of Cleveland was the home guest of Mr. and Mrs. A. Edwards. — [484, 1913, 697, 1938]
paragraph: Miss Martha Brown of Albany, who has been entertaining at the Colored Citizens' Club, gave a farewell party Monday evening at the residence of Mr. and Mrs. Elmer Scott. About thirty guests were present. Miss Laura Brown and Wm. Nelson furnished music. A delightful dinner was served and a general good time was enjoyed by all. — [1172, 880, 1386, 991]
paragraph: The Rev. Mr. Hynes was a guest at the home of Mr. and Mrs. James Farmer in Caledonia last Sunday. — [254, 1012, 468, 1050]
ad-session: TWENTY-FOURTH ANNUAL SESSION — [1207, 2057, 1351, 2081]
paragraph: Mr. and Mrs. Wm. Saunders and Mrs. Chas. H. Lewis, Jr., were the week end guests of Mr. and Mrs. Charles H. Lewis, Sr., of Ilion. — [942, 372, 1156, 422]
paragraph: Mrs. Clare Smith of Lockport, N. Y., was the guest of her sister, Mrs. John Generette, the past week. — [1402, 399, 1616, 437]
paragraph: Walter Baynard, Jr., has returned to his home in Utica, where he has accepted a position as a Red Cap. — [1172, 671, 1386, 709]
paragraph: Mrs. E. Cunningham has moved from Lake street and has taken rooms with Mrs. E. Sherman on Dickinson street. — [714, 1601, 926, 1639]
news-section — [25, 1729, 238, 1913]
column-6 — [1173, 180, 1394, 2268]
paragraph: The fourth star has been added to the service flag at Zion Church. It represents Harry Jones, who has enlisted. — [484, 1153, 697, 1204]
paragraph: Among the sick are noted Madame Rose, Mrs. J. May, Jacob Williams, Mrs. M. A. Rhodes, Mrs. Ida Bleen, Mrs. J. Headdy and Mrs. Eugenia Mayfield, all of whom are recovering. — [484, 206, 697, 267]
paragraph: Miss Lillian McCloud of Albany is the guest of Mrs. Cornelius Spriggs. — [942, 1460, 1156, 1485]
section-heading: ROSELEE, N. Y. — [531, 429, 650, 446]
paragraph: The Rev. Dr. Durham, pastor of St. Luke's A. M. E. Z. Church, has gone to Syracuse to officiate at the funeral of the daughter of the Rev. Dr. Baily, who passed away at the Municipal Hospital this city. — [1402, 985, 1616, 1059]
paragraph: Henri Smith, Cedar street, has been confined to his home for the past week with grippe. — [1172, 387, 1386, 425]
paragraph: Central City Commandery, No. 16, Knights Templars, has appointed a committee for the annual reception which will be held Thursday, April 20th. The committee hopes to make this the banner reception of the season. — [714, 1895, 926, 1969]
paragraph: The Messiah Baptist Church enjoyed for the first time last Sunday music from the pipe organ just installed. Prof. E. Aldama Jackson of New York, furnished the music in the afternoon at 3 o'clock. — [254, 293, 468, 355]
paragraph: A dance will be given by Unit No. 14 of Hillburn, Mahwah and Suffern for the benefit of Negro War Relief, under Mrs. Hopkins' movement, Wednesday evening, February 20, at Fireman's Hall. Dancing from 8 p. m. to 2 a. m. A meeting of this unit was held at the home of Mrs. William Van Dunk of Mohawk, N. J., at which $20 was donated for the cause. Four members were added, making a total of fifteen. — [484, 1599, 697, 1735]
paragraph: E. E. Green, Jr., of Cornell University, Class of '18, was the guest of Mrs. J. R. Robinson, while in this city. — [1172, 347, 1386, 385]
paragraph: Mr. and Mrs. Amos Lavender, 426 Broad street, gave private William Wallington of Camp Dix, N. J., a farewell dinner and reception last Sunday. — [942, 241, 1156, 292]
news-section — [255, 737, 468, 1184]
section-heading: WASHINGTONVILLE, N. Y. — [31, 432, 232, 449]
paragraph: Miss Emma L. Titus of Philadelphia was the week end guest of Dr. and Mrs. Howard F. Brook. — [1402, 1631, 1616, 1668]
paragraph: Utica, N. Y.—At Hope Chapel Union Church last Sunday evening the Rev. J. J. Strother, pastor, announced that the ladies' Sewing Club will serve a New England supper in the bazaar room of the church Washington's Birthday, February 22. — [714, 1664, 926, 1751]
paragraph: Schenectady, N. Y.—The Rev. P. R. Washington preached a good sermon Sunday to a large congregation. Little Edith Myers, who underwent an operation at the hospital, has been removed to her home much improved. Mrs. G. H. Frazier is somewhat indisposed. — [942, 448, 1156, 547]
paragraph: The Rev. C. Van Buren was indisposed and unable to attend the Mid-Year Conference at Portchester last Thursday. — [484, 269, 697, 307]
paragraph: The stage setting was suggestive of bachelor life, pictures, pennants and posters being used to good advantage. The costumes of the cast were as charming as they were varied. The entire effect being greatly enhanced by electrical effects. The following program was rendered: — [1172, 1105, 1386, 1204]
paragraph: Bethesda Sabbath School was largely attended on Sunday. Much credit is due Miss Margaretta Darrow and Miss Edna L. Graston for their splendid work as teachers. Mrs. Mary Weiss is superintendent. — [254, 655, 468, 730]
paragraph: Services at the Douglas Church on Sunday were well attended at 8 p. m. G. W. Wadsworth gave a splendid address under the auspices of the W. C. T. U. and manager of the no license campaign. At 7 p. m. Christian Endeavor services, at which time Miss Pearl Brown and Daniel Clark read two excellent papers. At 8 p. m. the pastor, the Rev. L. L. Woods, preached a fine sermon on "Baptism," after which he baptized two. Collection was good. — [714, 1452, 926, 1599]
ad-text: RELIEVES IN 24 HOURS — [75, 2078, 188, 2088]
paragraph: Miss Lillian Spaulding is visiting relatives at Newport News, Va. — [714, 656, 926, 682]
paragraph: Mrs. Rose Marshall is quite indisposed. — [254, 946, 468, 972]
paragraph: Mumford, N. Y.—Services were largely attended at the Second Baptist Church Sunday. The pastor preached an interesting and helpful sermon. One joined the church. Next Sunday, February 17, there will be a sermon at 11 a. m. and one at 3 p. m. by the pastor. All are invited. — [254, 755, 468, 854]
paragraph: A fine sleigh ride party was given by the younger set Friday night. There was a large attendance and lots of fun, especially when some of the party were rolled in the snow. — [1402, 653, 1616, 716]
paragraph: The Rev. and Mrs. Byrd are invited to Maplewood, N. J., this week. — [25, 398, 238, 425]
paragraph: Metropolitan A. M. E. Zion Church Sunday. Dr. Smyer, the pastor, conducted the services. — [254, 179, 468, 216]
paragraph: Misses Sarah Watkins, Mabel Lindsay and Lucile Lee were in Elmira Sunday, visiting friends. — [25, 827, 238, 864]
paragraph: The Rev. Dr. Durham reports his wife and son rapidly improving from their recent illness. — [1402, 284, 1616, 321]
section-heading: BUFFALO, N. Y. — [1220, 1557, 1338, 1574]
paragraph: Mrs. W. Smith tendered little Elsie Scott of Oswego a party Wednesday afternoon, February 6, it being her fifth birthday. — [484, 879, 697, 929]
paragraph: The baby boy recently left at the Lee home by the stork is doing fine. — [1402, 206, 1616, 231]
paragraph: Pantomime characters — The Valet, Richard Bonduranti; the Bachelor, E. E. Green, Jr.; the Concealed Quartet, Lloyd Johnson, Cato Anderson, Emory Armstrong, Edward Beaston; the country girl, Lucille Greene; the summer girl, Harriette Hawkins; the Japanese girl, Theresa Green; the French girl, Elizabeth Webster; the Quaker girl, Bessie Blue; the Irish girl, Bertha Armstrong; the College girl, Mary Graine; the Fisher girl, Bertha Jackson; the Red Cross girl, Mabelle Owen; the Bookworm, Johnson; the Tennis girl, Maeme Mobn; the Mandolin girl, Henrietta Crocker, the Harem girl, Augusta Patterson; the Suffragette, Wilhemina Butler; the Indian girl, Mildred Lippins; the Hawaiian girl, Fannie Davis; the Salvation girl, Corrine Butler; the Bride, Frances Crocker. Maeme Moon, Frank Wheaton, Jr., accompanists. — [1172, 1269, 1386, 1551]
section-heading: POUGHKEEPSIE, N. Y. — [47, 1326, 216, 1343]
ad-body: New French System taught where pupils can cut all the latest patterns by tape measure. Employment given to those who desire to remain in Asheville. Correspondence Course completed in three weeks. Open all year round. — [1187, 1861, 1371, 1943]
paragraph: Hillburn, N. Y.—On Sunday evening, February 10, the Rev. Byron Gunner preached on "The Return of the Jews to Jerusalem and the Second Coming of Christ." — [484, 1283, 697, 1345]
paragraph: Rose, of Sharon Household of Ruth held a valentine social at Smith's Hall, Tuesday evening. — [1172, 426, 1386, 464]
section-heading: LE ROY, N. Y. — [81, 980, 182, 997]
ad-term: Fall Term Begins Sept. 1, 1917 — [1201, 2080, 1356, 2093]
paragraph: churches and Sunday Schools are requested to co-operate. — [1402, 179, 1616, 204]
paragraph: The Utopia Art and Embroidery Club was entertained Monday evening at the home of Mrs. T. G. Fowler of Broad street. — [1402, 1670, 1616, 1721]
section-heading: ITHACA, N. Y. — [767, 471, 873, 488]
ad-formerly: Formerly of Brooklyn, N. Y — [1212, 1983, 1346, 1995]
paragraph: At a recent meeting of the trustees of Zion, George Johnson was elected chairman of the board. Clarence Anderson is secretary and Yarbrough Chapman, treasurer. — [484, 360, 697, 422]
paragraph: Miss Fannie Carpenter entertained Misses Mary Clarke and Leona Blackburne Saturday evening. — [254, 974, 468, 1011]
paragraph: The funeral of Mr. McRay was held at Snyder's undertaking rooms Thursday afternoon. He is survived by his widow and son. — [1172, 620, 1386, 670]
news-section — [484, 1265, 697, 1824]
news-section — [714, 180, 926, 464]
paragraph: Miss Mamie Poles of Caledonia spent the week-end visiting friends in Le Roy. — [25, 1202, 238, 1228]
paragraph: The Sunday school in the afternoon was unusually large in attendance. Classes 3 and 7 were the banner classes. The Christian Endeavor Society at 7 o'clock was led by Mrs. Bertie Rogers and Mrs. M. A. Smyer. — [254, 217, 468, 292]
news-section — [25, 1326, 238, 1722]
